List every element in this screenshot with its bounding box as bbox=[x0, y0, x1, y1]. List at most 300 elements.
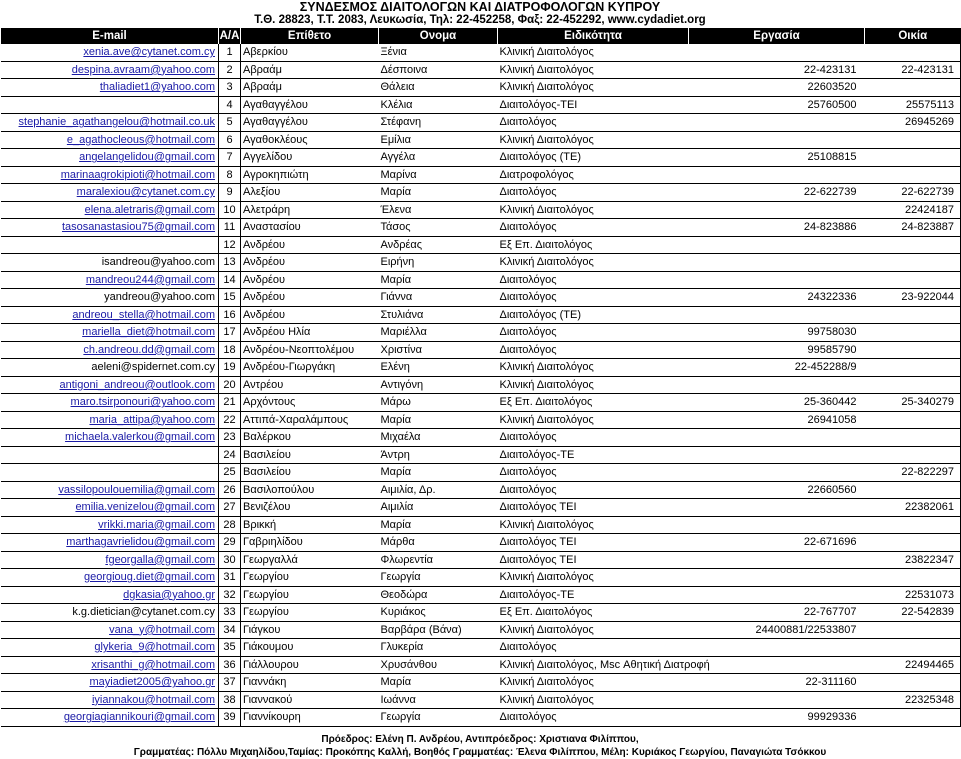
document-header bbox=[0, 0, 960, 27]
specialty-cell: Κλινική Διαιτολόγος bbox=[498, 621, 689, 639]
index-cell: 18 bbox=[219, 341, 241, 359]
specialty-cell: Διαιτολόγος ΤΕΙ bbox=[498, 551, 689, 569]
name-cell: Μάρω bbox=[379, 394, 498, 412]
specialty-cell: Κλινική Διαιτολόγος bbox=[498, 254, 689, 272]
home-phone-cell bbox=[865, 254, 961, 272]
name-cell: Κυριάκος bbox=[379, 604, 498, 622]
work-phone-cell bbox=[689, 44, 865, 61]
specialty-cell: Κλινική Διαιτολόγος, Msc Αθητική Διατροφή bbox=[498, 656, 689, 674]
surname-cell: Αλεξίου bbox=[241, 184, 379, 202]
index-cell: 12 bbox=[219, 236, 241, 254]
index-cell: 22 bbox=[219, 411, 241, 429]
surname-cell: Ανδρέου bbox=[241, 289, 379, 307]
specialty-cell: Κλινική Διαιτολόγος bbox=[498, 569, 689, 587]
table-row bbox=[1, 149, 961, 167]
index-cell: 27 bbox=[219, 499, 241, 517]
specialty-cell: Κλινική Διαιτολόγος bbox=[498, 201, 689, 219]
table-row bbox=[1, 61, 961, 79]
work-phone-cell: 99758030 bbox=[689, 324, 865, 342]
specialty-cell: Διαιτολόγος bbox=[498, 289, 689, 307]
email-cell[interactable]: dgkasia@yahoo.gr bbox=[1, 586, 219, 604]
specialty-cell: Διαιτολόγος (ΤΕ) bbox=[498, 306, 689, 324]
table-row bbox=[1, 44, 961, 61]
home-phone-cell bbox=[865, 376, 961, 394]
surname-cell: Γιαννακού bbox=[241, 691, 379, 709]
index-cell: 31 bbox=[219, 569, 241, 587]
home-phone-cell: 23822347 bbox=[865, 551, 961, 569]
index-cell: 33 bbox=[219, 604, 241, 622]
name-cell: Γλυκερία bbox=[379, 639, 498, 657]
table-row bbox=[1, 534, 961, 552]
work-phone-cell bbox=[689, 131, 865, 149]
home-phone-cell bbox=[865, 166, 961, 184]
name-cell: Έλενα bbox=[379, 201, 498, 219]
surname-cell: Βασιλοπούλου bbox=[241, 481, 379, 499]
email-cell bbox=[1, 96, 219, 114]
surname-cell: Ανδρέου bbox=[241, 271, 379, 289]
index-cell: 35 bbox=[219, 639, 241, 657]
home-phone-cell bbox=[865, 446, 961, 464]
home-phone-cell bbox=[865, 341, 961, 359]
column-header-index: Α/Α bbox=[219, 30, 240, 42]
column-header-specialty: Ειδικότητα bbox=[498, 28, 689, 44]
work-phone-cell bbox=[689, 691, 865, 709]
table-row bbox=[1, 376, 961, 394]
work-phone-cell bbox=[689, 499, 865, 517]
surname-cell: Γιαννάκη bbox=[241, 674, 379, 692]
table-row bbox=[1, 341, 961, 359]
surname-cell: Γεωργίου bbox=[241, 604, 379, 622]
index-cell: 15 bbox=[219, 289, 241, 307]
index-cell: 14 bbox=[219, 271, 241, 289]
specialty-cell: Διαιτολόγος bbox=[498, 324, 689, 342]
surname-cell: Ανδρέου-Γιωργάκη bbox=[241, 359, 379, 377]
home-phone-cell bbox=[865, 516, 961, 534]
table-row bbox=[1, 656, 961, 674]
members-table bbox=[0, 28, 961, 727]
home-phone-cell: 22-542839 bbox=[865, 604, 961, 622]
work-phone-cell bbox=[689, 236, 865, 254]
surname-cell: Ανδρέου bbox=[241, 306, 379, 324]
name-cell: Γεωργία bbox=[379, 709, 498, 727]
work-phone-cell: 22-622739 bbox=[689, 184, 865, 202]
specialty-cell: Κλινική Διαιτολόγος bbox=[498, 131, 689, 149]
home-phone-cell: 24-823887 bbox=[865, 219, 961, 237]
surname-cell: Ανδρέου bbox=[241, 236, 379, 254]
specialty-cell: Διαιτολόγος-ΤΕΙ bbox=[498, 96, 689, 114]
surname-cell: Γιάγκου bbox=[241, 621, 379, 639]
home-phone-cell bbox=[865, 534, 961, 552]
work-phone-cell: 22603520 bbox=[689, 79, 865, 97]
email-cell[interactable]: michaela.valerkou@gmail.com bbox=[1, 429, 219, 447]
email-cell[interactable]: marinaagrokipioti@hotmail.com bbox=[1, 166, 219, 184]
table-row bbox=[1, 604, 961, 622]
column-header-work-phone: Εργασία bbox=[689, 28, 865, 44]
table-row bbox=[1, 131, 961, 149]
home-phone-cell: 22-622739 bbox=[865, 184, 961, 202]
specialty-cell: Κλινική Διαιτολόγος bbox=[498, 516, 689, 534]
email-cell[interactable]: k.g.dietician@cytanet.com.cy bbox=[1, 604, 219, 622]
work-phone-cell bbox=[689, 166, 865, 184]
email-cell bbox=[1, 464, 219, 482]
table-row bbox=[1, 96, 961, 114]
table-row bbox=[1, 691, 961, 709]
surname-cell: Γιάκουμου bbox=[241, 639, 379, 657]
email-cell[interactable]: fgeorgalla@gmail.com bbox=[1, 551, 219, 569]
table-row bbox=[1, 586, 961, 604]
column-header-email: E-mail bbox=[1, 28, 219, 44]
work-phone-cell bbox=[689, 516, 865, 534]
email-cell[interactable]: maria_attipa@yahoo.com bbox=[1, 411, 219, 429]
work-phone-cell: 22660560 bbox=[689, 481, 865, 499]
home-phone-cell bbox=[865, 674, 961, 692]
index-cell: 23 bbox=[219, 429, 241, 447]
surname-cell: Αναστασίου bbox=[241, 219, 379, 237]
email-cell[interactable]: mayiadiet2005@yahoo.gr bbox=[1, 674, 219, 692]
specialty-cell: Κλινική Διαιτολόγος bbox=[498, 44, 689, 61]
name-cell: Μαρία bbox=[379, 184, 498, 202]
specialty-cell: Κλινική Διαιτολόγος bbox=[498, 411, 689, 429]
index-cell: 29 bbox=[219, 534, 241, 552]
specialty-cell: Διαιτολόγος ΤΕΙ bbox=[498, 534, 689, 552]
surname-cell: Αγαθαγγέλου bbox=[241, 114, 379, 132]
index-cell: 9 bbox=[219, 184, 241, 202]
table-row bbox=[1, 236, 961, 254]
email-cell[interactable]: e_agathocleous@hotmail.com bbox=[1, 131, 219, 149]
name-cell: Φλωρεντία bbox=[379, 551, 498, 569]
home-phone-cell bbox=[865, 359, 961, 377]
specialty-cell: Εξ Επ. Διαιτολόγος bbox=[498, 394, 689, 412]
surname-cell: Αγγελίδου bbox=[241, 149, 379, 167]
table-row bbox=[1, 271, 961, 289]
index-cell: 21 bbox=[219, 394, 241, 412]
email-cell[interactable]: thaliadiet1@yahoo.com bbox=[1, 79, 219, 97]
email-cell[interactable]: vassilopoulouemilia@gmail.com bbox=[1, 481, 219, 499]
email-cell[interactable]: xrisanthi_g@hotmail.com bbox=[1, 656, 219, 674]
surname-cell: Γεωργίου bbox=[241, 586, 379, 604]
index-cell: 10 bbox=[219, 201, 241, 219]
index-cell: 16 bbox=[219, 306, 241, 324]
column-header-name: Ονομα bbox=[379, 28, 498, 44]
home-phone-cell: 22494465 bbox=[865, 656, 961, 674]
email-cell[interactable]: isandreou@yahoo.com bbox=[1, 254, 219, 272]
work-phone-cell: 24400881/22533807 bbox=[689, 621, 865, 639]
specialty-cell: Διαιτολόγος-ΤΕ bbox=[498, 586, 689, 604]
table-row bbox=[1, 306, 961, 324]
email-cell[interactable]: marthagavrielidou@gmail.com bbox=[1, 534, 219, 552]
work-phone-cell bbox=[689, 376, 865, 394]
table-row bbox=[1, 516, 961, 534]
specialty-cell: Εξ Επ. Διαιτολόγος bbox=[498, 236, 689, 254]
index-cell: 3 bbox=[219, 79, 241, 97]
home-phone-cell: 25-340279 bbox=[865, 394, 961, 412]
column-header-home-phone: Οικία bbox=[865, 28, 961, 44]
specialty-cell: Διαιτολόγος bbox=[498, 429, 689, 447]
work-phone-cell: 22-311160 bbox=[689, 674, 865, 692]
email-cell[interactable]: antigoni_andreou@outlook.com bbox=[1, 376, 219, 394]
surname-cell: Αγροκηπιώτη bbox=[241, 166, 379, 184]
name-cell: Εμίλια bbox=[379, 131, 498, 149]
index-cell: 2 bbox=[219, 61, 241, 79]
specialty-cell: Διαιτολόγος-ΤΕ bbox=[498, 446, 689, 464]
specialty-cell: Κλινική Διαιτολόγος bbox=[498, 61, 689, 79]
surname-cell: Βενιζέλου bbox=[241, 499, 379, 517]
email-cell[interactable]: xenia.ave@cytanet.com.cy bbox=[1, 44, 219, 61]
specialty-cell: Διαιτολόγος bbox=[498, 341, 689, 359]
work-phone-cell bbox=[689, 446, 865, 464]
email-cell[interactable]: georgiagiannikouri@gmail.com bbox=[1, 709, 219, 727]
name-cell: Άντρη bbox=[379, 446, 498, 464]
index-cell: 7 bbox=[219, 149, 241, 167]
specialty-cell: Διαιτολόγος bbox=[498, 114, 689, 132]
work-phone-cell bbox=[689, 586, 865, 604]
email-cell[interactable]: mandreou244@gmail.com bbox=[1, 271, 219, 289]
index-cell: 37 bbox=[219, 674, 241, 692]
index-cell: 11 bbox=[219, 219, 241, 237]
surname-cell: Βαλέρκου bbox=[241, 429, 379, 447]
surname-cell: Αττιπά-Χαραλάμπους bbox=[241, 411, 379, 429]
name-cell: Χρυσάνθου bbox=[379, 656, 498, 674]
surname-cell: Αντρέου bbox=[241, 376, 379, 394]
home-phone-cell bbox=[865, 429, 961, 447]
home-phone-cell bbox=[865, 79, 961, 97]
name-cell: Χριστίνα bbox=[379, 341, 498, 359]
table-row bbox=[1, 481, 961, 499]
index-cell: 32 bbox=[219, 586, 241, 604]
specialty-cell: Εξ Επ. Διαιτολόγος bbox=[498, 604, 689, 622]
home-phone-cell: 22-423131 bbox=[865, 61, 961, 79]
document-footer bbox=[0, 727, 960, 759]
specialty-cell: Διαιτολόγος bbox=[498, 271, 689, 289]
index-cell: 13 bbox=[219, 254, 241, 272]
email-cell[interactable]: elena.aletraris@gmail.com bbox=[1, 201, 219, 219]
specialty-cell: Κλινική Διαιτολόγος bbox=[498, 359, 689, 377]
surname-cell: Ανδρέου bbox=[241, 254, 379, 272]
specialty-cell: Διατροφολόγος bbox=[498, 166, 689, 184]
home-phone-cell: 26945269 bbox=[865, 114, 961, 132]
email-cell[interactable]: vana_y@hotmail.com bbox=[1, 621, 219, 639]
work-phone-cell bbox=[689, 569, 865, 587]
table-row bbox=[1, 289, 961, 307]
specialty-cell: Κλινική Διαιτολόγος bbox=[498, 79, 689, 97]
index-cell: 28 bbox=[219, 516, 241, 534]
index-cell: 38 bbox=[219, 691, 241, 709]
specialty-cell: Διαιτολόγος bbox=[498, 709, 689, 727]
surname-cell: Γιάλλουρου bbox=[241, 656, 379, 674]
email-cell[interactable]: georgioug.diet@gmail.com bbox=[1, 569, 219, 587]
index-cell: 19 bbox=[219, 359, 241, 377]
email-cell[interactable]: maralexiou@cytanet.com.cy bbox=[1, 184, 219, 202]
home-phone-cell: 25575113 bbox=[865, 96, 961, 114]
name-cell: Ειρήνη bbox=[379, 254, 498, 272]
name-cell: Μαρία bbox=[379, 271, 498, 289]
surname-cell: Αλετράρη bbox=[241, 201, 379, 219]
home-phone-cell: 22382061 bbox=[865, 499, 961, 517]
home-phone-cell bbox=[865, 324, 961, 342]
index-cell: 5 bbox=[219, 114, 241, 132]
table-header-row bbox=[1, 28, 961, 44]
home-phone-cell bbox=[865, 44, 961, 61]
work-phone-cell: 25-360442 bbox=[689, 394, 865, 412]
surname-cell: Βασιλείου bbox=[241, 446, 379, 464]
home-phone-cell: 22-822297 bbox=[865, 464, 961, 482]
work-phone-cell: 26941058 bbox=[689, 411, 865, 429]
table-row bbox=[1, 621, 961, 639]
email-cell[interactable]: despina.avraam@yahoo.com bbox=[1, 61, 219, 79]
name-cell: Μαρία bbox=[379, 464, 498, 482]
association-address: Τ.Θ. 28823, Τ.Τ. 2083, Λευκωσία, Τηλ: 22-452258, Φαξ: 22-452292, www.cydadiet.org bbox=[254, 14, 706, 26]
home-phone-cell bbox=[865, 131, 961, 149]
index-cell: 20 bbox=[219, 376, 241, 394]
work-phone-cell: 25760500 bbox=[689, 96, 865, 114]
work-phone-cell: 22-767707 bbox=[689, 604, 865, 622]
table-row bbox=[1, 79, 961, 97]
work-phone-cell bbox=[689, 639, 865, 657]
specialty-cell: Κλινική Διαιτολόγος bbox=[498, 691, 689, 709]
surname-cell: Γεωργαλλά bbox=[241, 551, 379, 569]
specialty-cell: Διαιτολόγος bbox=[498, 639, 689, 657]
work-phone-cell bbox=[689, 271, 865, 289]
surname-cell: Αβραάμ bbox=[241, 79, 379, 97]
surname-cell: Αγαθαγγέλου bbox=[241, 96, 379, 114]
table-row bbox=[1, 219, 961, 237]
index-cell: 17 bbox=[219, 324, 241, 342]
table-row bbox=[1, 359, 961, 377]
home-phone-cell bbox=[865, 481, 961, 499]
name-cell: Ελένη bbox=[379, 359, 498, 377]
home-phone-cell bbox=[865, 569, 961, 587]
name-cell: Μάρθα bbox=[379, 534, 498, 552]
association-title: ΣΥΝΔΕΣΜΟΣ ΔΙΑΙΤΟΛΟΓΩΝ ΚΑΙ ΔΙΑΤΡΟΦΟΛΟΓΩΝ ΚΥΠΡΟΥ bbox=[299, 0, 661, 14]
home-phone-cell bbox=[865, 271, 961, 289]
email-cell[interactable]: ch.andreou.dd@gmail.com bbox=[1, 341, 219, 359]
table-row bbox=[1, 499, 961, 517]
table-row bbox=[1, 394, 961, 412]
email-cell[interactable]: iyiannakou@hotmail.com bbox=[1, 691, 219, 709]
name-cell: Γιάννα bbox=[379, 289, 498, 307]
home-phone-cell bbox=[865, 306, 961, 324]
specialty-cell: Κλινική Διαιτολόγος bbox=[498, 376, 689, 394]
index-cell: 24 bbox=[219, 446, 241, 464]
index-cell: 26 bbox=[219, 481, 241, 499]
work-phone-cell bbox=[689, 464, 865, 482]
work-phone-cell: 22-423131 bbox=[689, 61, 865, 79]
work-phone-cell: 24-823886 bbox=[689, 219, 865, 237]
email-cell[interactable]: angelangelidou@gmail.com bbox=[1, 149, 219, 167]
surname-cell: Γεωργίου bbox=[241, 569, 379, 587]
email-cell[interactable]: mariella_diet@hotmail.com bbox=[1, 324, 219, 342]
work-phone-cell: 99929336 bbox=[689, 709, 865, 727]
specialty-cell: Διαιτολόγος bbox=[498, 464, 689, 482]
table-row bbox=[1, 324, 961, 342]
table-row bbox=[1, 114, 961, 132]
home-phone-cell bbox=[865, 149, 961, 167]
name-cell: Βαρβάρα (Βάνα) bbox=[379, 621, 498, 639]
name-cell: Αιμιλία bbox=[379, 499, 498, 517]
surname-cell: Βρικκή bbox=[241, 516, 379, 534]
name-cell: Στέφανη bbox=[379, 114, 498, 132]
email-cell[interactable]: stephanie_agathangelou@hotmail.co.uk bbox=[1, 114, 219, 132]
email-cell bbox=[1, 236, 219, 254]
surname-cell: Αγαθοκλέους bbox=[241, 131, 379, 149]
surname-cell: Γαβριηλίδου bbox=[241, 534, 379, 552]
table-row bbox=[1, 674, 961, 692]
name-cell: Μαριέλλα bbox=[379, 324, 498, 342]
name-cell: Μαρία bbox=[379, 674, 498, 692]
table-row bbox=[1, 709, 961, 727]
email-cell[interactable]: andreou_stella@hotmail.com bbox=[1, 306, 219, 324]
specialty-cell: Διαιτολόγος bbox=[498, 481, 689, 499]
name-cell: Μιχαέλα bbox=[379, 429, 498, 447]
surname-cell: Αβραάμ bbox=[241, 61, 379, 79]
board-members: Γραμματέας: Πόλλυ Μιχαηλίδου,Ταμίας: Προκόπης Καλλή, Βοηθός Γραμματέας: Έλενα Φιλίππου, Μέλη: Κυριάκος Γεωργίου, Παναγιώτα Τσόκκου bbox=[133, 746, 827, 758]
table-row bbox=[1, 254, 961, 272]
index-cell: 36 bbox=[219, 656, 241, 674]
name-cell: Ξένια bbox=[379, 44, 498, 61]
name-cell: Αιμιλία, Δρ. bbox=[379, 481, 498, 499]
name-cell: Τάσος bbox=[379, 219, 498, 237]
table-row bbox=[1, 201, 961, 219]
specialty-cell: Κλινική Διαιτολόγος bbox=[498, 674, 689, 692]
index-cell: 25 bbox=[219, 464, 241, 482]
name-cell: Ιωάννα bbox=[379, 691, 498, 709]
name-cell: Ανδρέας bbox=[379, 236, 498, 254]
work-phone-cell bbox=[689, 551, 865, 569]
table-row bbox=[1, 639, 961, 657]
email-cell[interactable]: yandreou@yahoo.com bbox=[1, 289, 219, 307]
surname-cell: Γιαννίκουρη bbox=[241, 709, 379, 727]
surname-cell: Ανδρέου-Νεοπτολέμου bbox=[241, 341, 379, 359]
home-phone-cell bbox=[865, 236, 961, 254]
specialty-cell: Διαιτολόγος bbox=[498, 184, 689, 202]
email-cell[interactable]: vrikki.maria@gmail.com bbox=[1, 516, 219, 534]
home-phone-cell: 22531073 bbox=[865, 586, 961, 604]
work-phone-cell bbox=[689, 656, 865, 674]
email-cell bbox=[1, 446, 219, 464]
index-cell: 30 bbox=[219, 551, 241, 569]
email-cell[interactable]: aeleni@spidernet.com.cy bbox=[1, 359, 219, 377]
table-row bbox=[1, 429, 961, 447]
home-phone-cell bbox=[865, 411, 961, 429]
surname-cell: Αρχόντους bbox=[241, 394, 379, 412]
email-cell[interactable]: tasosanastasiou75@gmail.com bbox=[1, 219, 219, 237]
table-row bbox=[1, 464, 961, 482]
table-body bbox=[1, 44, 961, 726]
email-cell[interactable]: emilia.venizelou@gmail.com bbox=[1, 499, 219, 517]
home-phone-cell bbox=[865, 639, 961, 657]
index-cell: 4 bbox=[219, 96, 241, 114]
index-cell: 1 bbox=[219, 44, 241, 61]
name-cell: Αγγέλα bbox=[379, 149, 498, 167]
work-phone-cell bbox=[689, 201, 865, 219]
index-cell: 6 bbox=[219, 131, 241, 149]
name-cell: Μαρίνα bbox=[379, 166, 498, 184]
index-cell: 8 bbox=[219, 166, 241, 184]
name-cell: Γεωργία bbox=[379, 569, 498, 587]
surname-cell: Ανδρέου Ηλία bbox=[241, 324, 379, 342]
email-cell[interactable]: maro.tsirponouri@yahoo.com bbox=[1, 394, 219, 412]
index-cell: 39 bbox=[219, 709, 241, 727]
work-phone-cell bbox=[689, 254, 865, 272]
work-phone-cell bbox=[689, 429, 865, 447]
surname-cell: Αβερκίου bbox=[241, 44, 379, 61]
table-row bbox=[1, 411, 961, 429]
specialty-cell: Διαιτολόγος (ΤΕ) bbox=[498, 149, 689, 167]
email-cell[interactable]: glykeria_9@hotmail.com bbox=[1, 639, 219, 657]
name-cell: Στυλιάνα bbox=[379, 306, 498, 324]
work-phone-cell: 22-452288/9 bbox=[689, 359, 865, 377]
work-phone-cell bbox=[689, 114, 865, 132]
